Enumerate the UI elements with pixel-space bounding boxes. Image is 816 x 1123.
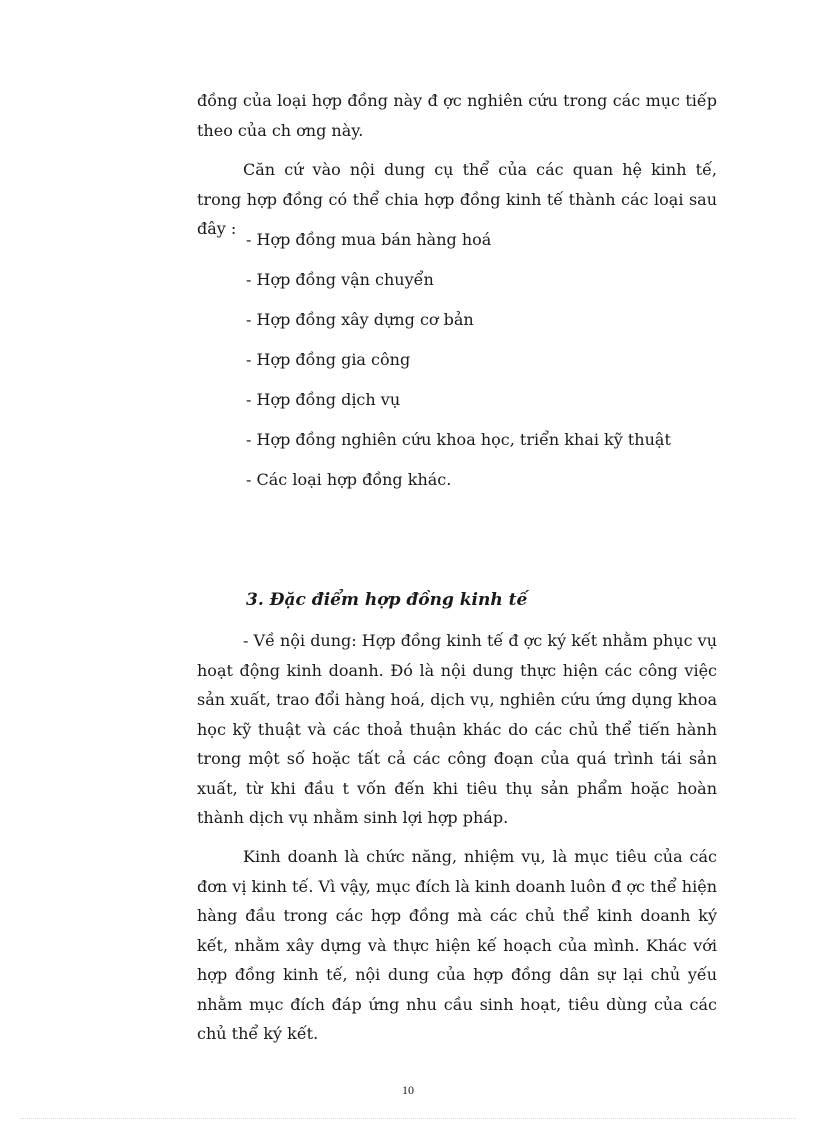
list-item: - Các loại hợp đồng khác. (246, 470, 452, 489)
page-number: 10 (402, 1083, 414, 1097)
list-item: - Hợp đồng mua bán hàng hoá (246, 230, 492, 249)
paragraph-classification: Căn cứ vào nội dung cụ thể của các quan hệ kinh tế, trong hợp đồng có thể chia hợp đồng kinh tế thành các loại sau đây : (197, 160, 717, 238)
list-item: - Hợp đồng vận chuyển (246, 270, 434, 289)
list-item: - Hợp đồng xây dựng cơ bản (246, 310, 474, 329)
section-heading: 3. Đặc điểm hợp đồng kinh tế (246, 590, 528, 610)
list-item: - Hợp đồng gia công (246, 350, 411, 369)
page-bottom-border (20, 1118, 796, 1119)
paragraph-content: - Về nội dung: Hợp đồng kinh tế đ ợc ký kết nhằm phục vụ hoạt động kinh doanh. Đó là nội dung thực hiện các công việc sản xuất, trao đổi hàng hoá, dịch vụ, nghiên cứu ứng dụng khoa học kỹ thuật và các thoả thuận khác do các chủ thể tiến hành trong một số hoặc tất cả các công đoạn của quá trình tái sản xuất, từ khi đầu t vốn đến khi tiêu thụ sản phẩm hoặc hoàn thành dịch vụ nhằm sinh lợi hợp pháp. (197, 631, 717, 827)
list-item: - Hợp đồng dịch vụ (246, 390, 401, 409)
paragraph-business: Kinh doanh là chức năng, nhiệm vụ, là mục tiêu của các đơn vị kinh tế. Vì vậy, mục đích là kinh doanh luôn đ ợc thể hiện hàng đầu trong các hợp đồng mà các chủ thể kinh doanh ký kết, nhằm xây dựng và thực hiện kế hoạch của mình. Khác với hợp đồng kinh tế, nội dung của hợp đồng dân sự lại chủ yếu nhằm mục đích đáp ứng nhu cầu sinh hoạt, tiêu dùng của các chủ thể ký kết. (197, 847, 717, 1043)
paragraph-intro: đồng của loại hợp đồng này đ ợc nghiên cứu trong các mục tiếp theo của ch ơng này. (197, 91, 717, 140)
list-item: - Hợp đồng nghiên cứu khoa học, triển khai kỹ thuật (246, 430, 671, 449)
